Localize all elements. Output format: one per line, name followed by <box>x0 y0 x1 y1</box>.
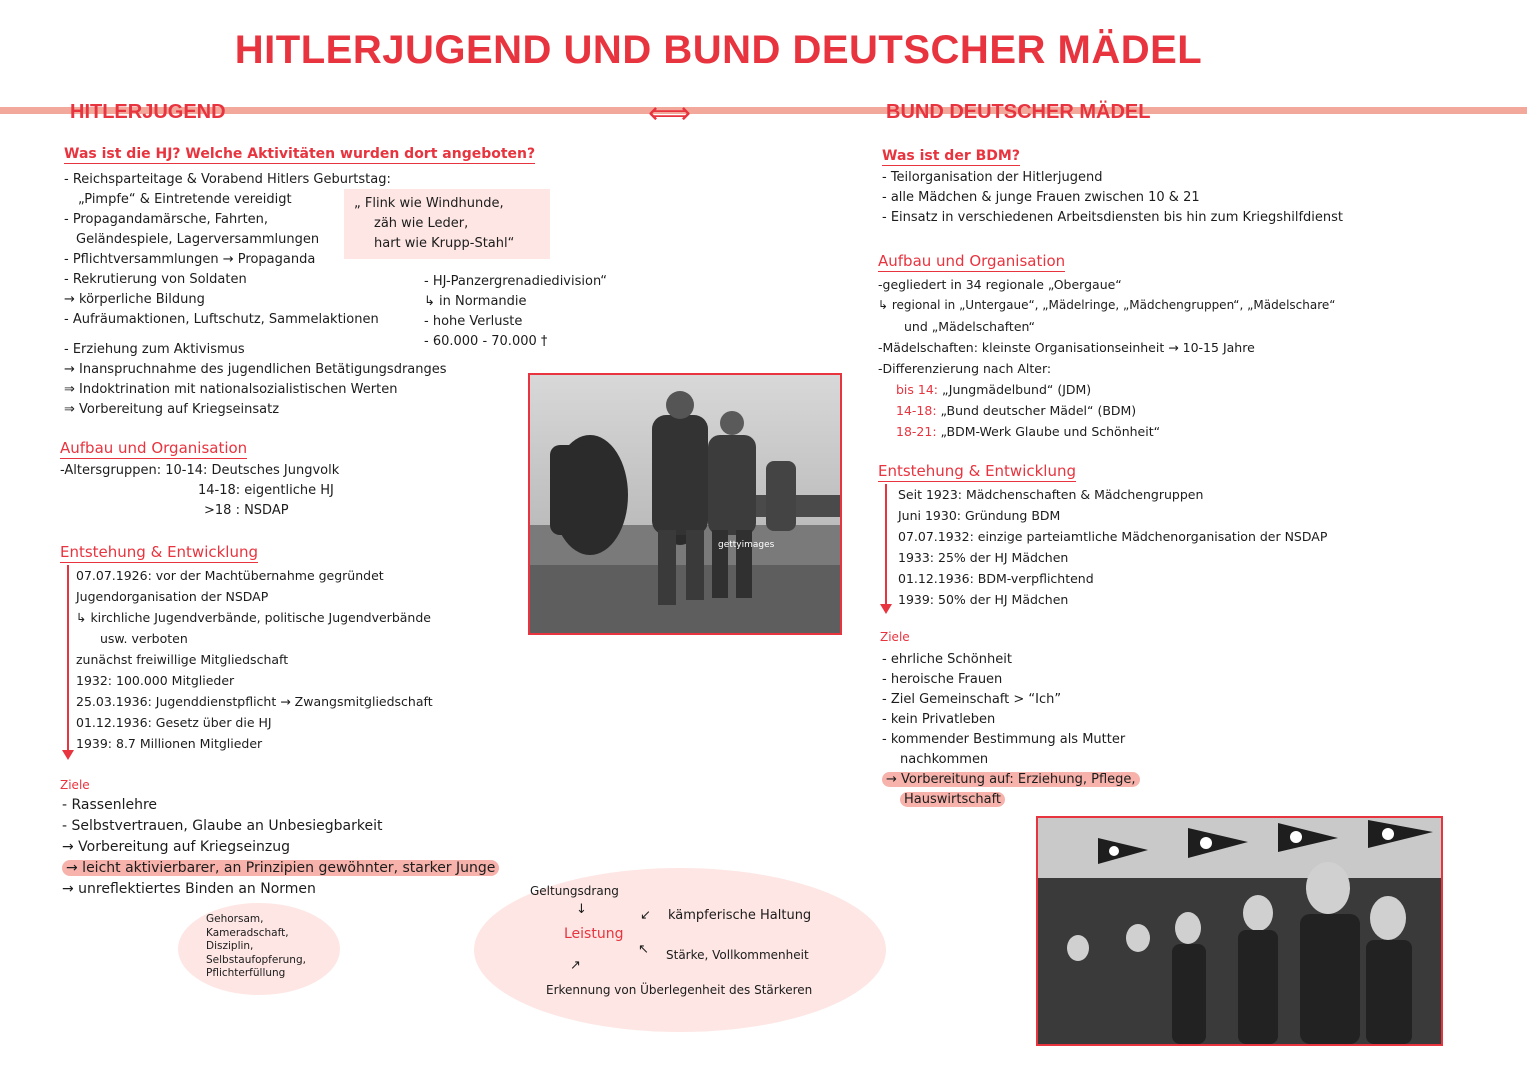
motto-quote-box <box>344 189 550 259</box>
timeline-item: 07.07.1932: einzige parteiamtliche Mädchenorganisation der NSDAP <box>898 529 1328 544</box>
list-item: → Inanspruchnahme des jugendlichen Betätigungsdranges <box>64 362 447 377</box>
timeline-item: 1939: 50% der HJ Mädchen <box>898 592 1069 607</box>
cheering-girls-image <box>1038 818 1441 1044</box>
list-item: >18 : NSDAP <box>204 503 289 518</box>
list-item: - 60.000 - 70.000 † <box>424 334 548 349</box>
virtue-item: Selbstaufopferung, <box>206 953 306 966</box>
bdm-rally-photo <box>1036 816 1443 1046</box>
virtues-bubble <box>178 903 340 995</box>
list-item: Geländespiele, Lagerversammlungen <box>76 232 320 247</box>
list-item: - Rassenlehre <box>62 797 158 813</box>
list-item: - kommender Bestimmung als Mutter <box>882 732 1126 747</box>
list-item: - heroische Frauen <box>882 672 1003 687</box>
timeline-item: 01.12.1936: BDM-verpflichtend <box>898 571 1094 586</box>
list-item: - Pflichtversammlungen → Propaganda <box>64 252 316 267</box>
list-item: - Einsatz in verschiedenen Arbeitsdiensten bis hin zum Kriegshilfdienst <box>882 210 1344 225</box>
diagram-node-bottom: Erkennung von Überlegenheit des Stärkeren <box>546 983 813 997</box>
diagram-center: Leistung <box>564 926 624 942</box>
left-arrow-icon: ↙ <box>640 908 651 923</box>
timeline-item: zunächst freiwillige Mitgliedschaft <box>76 652 289 667</box>
timeline-arrow-icon <box>880 604 892 614</box>
section-header-bdm: BUND DEUTSCHER MÄDEL <box>886 101 1151 123</box>
bdm-entstehung-heading: Entstehung & Entwicklung <box>878 462 1077 480</box>
highlighted-goal: Hauswirtschaft <box>900 792 1005 807</box>
age-group-name: „Bund deutscher Mädel“ (BDM) <box>940 403 1137 418</box>
hj-division-list <box>424 272 607 352</box>
hj-aufbau-heading: Aufbau und Organisation <box>60 439 248 457</box>
age-range: 14-18: <box>896 403 937 418</box>
timeline-item: 01.12.1936: Gesetz über die HJ <box>76 715 272 730</box>
diagram-node-top: Geltungsdrang <box>530 884 619 898</box>
list-item: nachkommen <box>900 752 989 767</box>
list-item: -Mädelschaften: kleinste Organisationseinheit → 10-15 Jahre <box>878 340 1255 355</box>
hj-aufbau-list <box>60 461 339 521</box>
timeline-item: Juni 1930: Gründung BDM <box>898 508 1061 523</box>
marching-youth-image <box>530 375 840 633</box>
timeline-item: 07.07.1926: vor der Machtübernahme gegründet <box>76 568 384 583</box>
hj-ziele-heading: Ziele <box>60 778 90 792</box>
age-range: bis 14: <box>896 382 939 397</box>
bdm-what-list <box>882 168 1343 228</box>
list-item: ↳ in Normandie <box>424 294 527 309</box>
list-item: - HJ-Panzergrenadiedivision“ <box>424 274 607 289</box>
list-item: - Selbstvertrauen, Glaube an Unbesiegbarkeit <box>62 818 383 834</box>
list-item: → unreflektiertes Binden an Normen <box>62 881 316 897</box>
age-range: 18-21: <box>896 424 937 439</box>
bdm-timeline-list <box>898 484 1327 610</box>
hj-ziele-list <box>62 795 499 900</box>
highlighted-goal: → Vorbereitung auf: Erziehung, Pflege, <box>882 772 1140 787</box>
list-item: → körperliche Bildung <box>64 292 205 307</box>
virtue-item: Disziplin, <box>206 940 254 952</box>
timeline-item: 1933: 25% der HJ Mädchen <box>898 550 1069 565</box>
section-header-hitlerjugend: HITLERJUGEND <box>70 101 226 123</box>
list-item: - ehrliche Schönheit <box>882 652 1012 667</box>
list-item: - hohe Verluste <box>424 314 523 329</box>
timeline-item: 1932: 100.000 Mitglieder <box>76 673 235 688</box>
diagram-node-right-top: kämpferische Haltung <box>668 908 812 923</box>
quote-line: zäh wie Leder, <box>374 216 469 231</box>
down-arrow-icon: ↓ <box>576 902 587 917</box>
list-item: -Differenzierung nach Alter: <box>878 361 1052 376</box>
timeline-arrow-icon <box>62 750 74 760</box>
timeline-item: Jugendorganisation der NSDAP <box>76 589 269 604</box>
bdm-ziele-heading: Ziele <box>880 630 910 644</box>
list-item: „Pimpfe“ & Eintretende vereidigt <box>78 192 292 207</box>
list-item: - Propagandamärsche, Fahrten, <box>64 212 269 227</box>
bdm-ziele-list <box>882 650 1140 810</box>
bdm-timeline-line <box>885 484 887 606</box>
list-item: → Vorbereitung auf Kriegseinzug <box>62 839 290 855</box>
timeline-item: 25.03.1936: Jugenddienstpflicht → Zwangsmitgliedschaft <box>76 694 433 709</box>
highlighted-goal: → leicht aktivierbarer, an Prinzipien gewöhnter, starker Junge <box>62 860 499 876</box>
list-item: - Erziehung zum Aktivismus <box>64 342 245 357</box>
timeline-item: usw. verboten <box>100 631 188 646</box>
bdm-aufbau-heading: Aufbau und Organisation <box>878 252 1066 270</box>
virtue-item: Kameradschaft, <box>206 926 289 939</box>
diagram-node-right-bottom: Stärke, Vollkommenheit <box>666 948 809 962</box>
virtue-item: Gehorsam, <box>206 913 264 925</box>
bdm-question: Was ist der BDM? <box>882 148 1020 164</box>
list-item: - Rekrutierung von Soldaten <box>64 272 247 287</box>
header-divider <box>0 107 1527 114</box>
list-item: - alle Mädchen & junge Frauen zwischen 10 & 21 <box>882 190 1200 205</box>
page-title: HITLERJUGEND UND BUND DEUTSCHER MÄDEL <box>234 28 1203 72</box>
list-item: - Ziel Gemeinschaft > “Ich” <box>882 692 1062 707</box>
leistung-diagram <box>474 868 886 1032</box>
age-group-name: „Jungmädelbund“ (JDM) <box>942 382 1092 397</box>
up-arrow-icon: ↗ <box>570 958 581 973</box>
list-item: - Aufräumaktionen, Luftschutz, Sammelaktionen <box>64 312 379 327</box>
hj-march-photo <box>528 373 842 635</box>
list-item: ↳ regional in „Untergaue“, „Mädelringe, „Mädchengruppen“, „Mädelschare“ <box>878 298 1336 312</box>
timeline-item: Seit 1923: Mädchenschaften & Mädchengruppen <box>898 487 1204 502</box>
virtue-item: Pflichterfüllung <box>206 967 286 979</box>
list-item: und „Mädelschaften“ <box>904 319 1035 334</box>
hj-activities-list <box>64 170 391 330</box>
bdm-age-groups <box>896 379 1160 442</box>
double-arrow-icon: ⟺ <box>648 96 692 131</box>
list-item: ⇒ Indoktrination mit nationalsozialistischen Werten <box>64 382 398 397</box>
list-item: -Altersgruppen: 10-14: Deutsches Jungvolk <box>60 463 340 478</box>
timeline-item: 1939: 8.7 Millionen Mitglieder <box>76 736 263 751</box>
list-item: - kein Privatleben <box>882 712 996 727</box>
list-item: 14-18: eigentliche HJ <box>198 483 334 498</box>
photo-watermark: gettyimages <box>718 540 775 550</box>
bdm-aufbau-list <box>878 274 1335 379</box>
age-group-name: „BDM-Werk Glaube und Schönheit“ <box>940 424 1161 439</box>
hj-education-list <box>64 340 447 420</box>
timeline-item: ↳ kirchliche Jugendverbände, politische Jugendverbände <box>76 610 431 625</box>
list-item: - Reichsparteitage & Vorabend Hitlers Geburtstag: <box>64 172 391 187</box>
hj-question: Was ist die HJ? Welche Aktivitäten wurden dort angeboten? <box>64 146 536 162</box>
list-item: -gegliedert in 34 regionale „Obergaue“ <box>878 277 1122 292</box>
hj-timeline-list <box>76 565 433 754</box>
quote-line: „ Flink wie Windhunde, <box>354 196 504 211</box>
hj-entstehung-heading: Entstehung & Entwicklung <box>60 543 259 561</box>
hj-timeline-line <box>67 565 69 752</box>
left-arrow-icon: ↖ <box>638 942 649 957</box>
quote-line: hart wie Krupp-Stahl“ <box>374 236 515 251</box>
list-item: - Teilorganisation der Hitlerjugend <box>882 170 1103 185</box>
list-item: ⇒ Vorbereitung auf Kriegseinsatz <box>64 402 280 417</box>
